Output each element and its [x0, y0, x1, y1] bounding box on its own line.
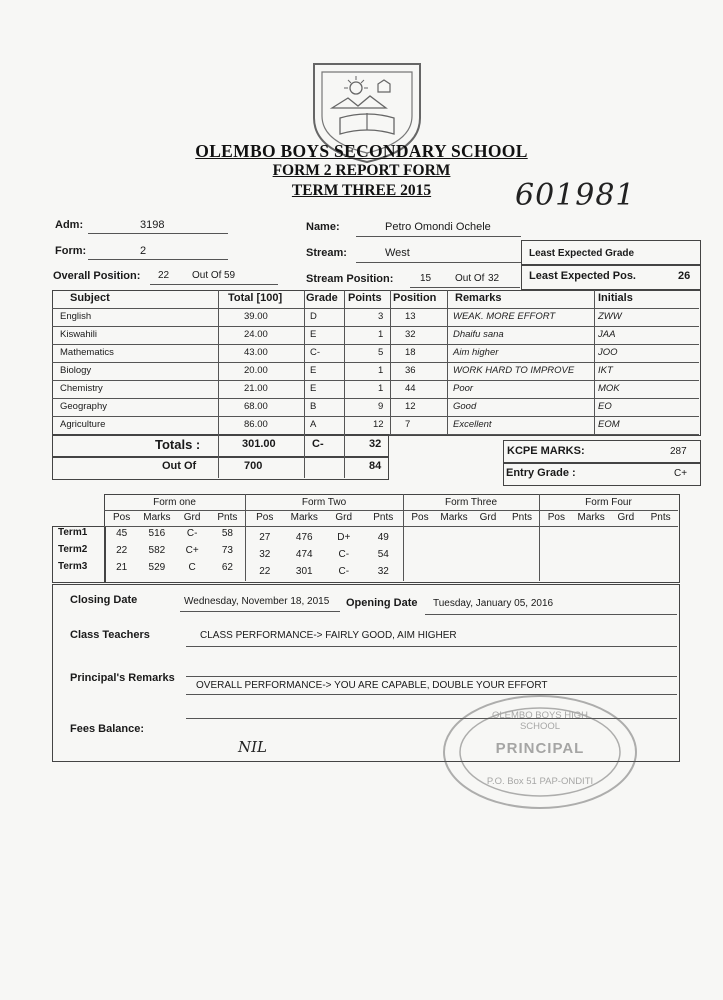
- least-pos-label: Least Expected Pos.: [529, 270, 636, 282]
- subjects-header: Subject: [70, 292, 110, 304]
- subject-remarks: WORK HARD TO IMPROVE: [453, 365, 575, 376]
- principal-remarks-value: OVERALL PERFORMANCE-> YOU ARE CAPABLE, DOUBLE YOUR EFFORT: [196, 680, 548, 691]
- principal-remarks-label: Principal's Remarks: [70, 672, 175, 684]
- subject-grade: A: [310, 419, 317, 430]
- closing-date-label: Closing Date: [70, 594, 138, 606]
- form-value: 2: [140, 245, 147, 257]
- form-header: Form Two: [301, 497, 347, 508]
- subject-grade: B: [310, 401, 317, 412]
- subject-position: 12: [405, 401, 416, 412]
- form-one-value: 582: [148, 545, 166, 556]
- history-col-header: Marks: [290, 512, 318, 523]
- history-col-header: Pos: [256, 512, 274, 523]
- form-two-value: D+: [337, 532, 351, 543]
- subject-points: 5: [378, 347, 384, 358]
- subject-grade: E: [310, 329, 317, 340]
- subject-points: 9: [378, 401, 384, 412]
- stamp-bottom-text: P.O. Box 51 PAP-ONDITI: [486, 776, 594, 787]
- subject-total: 68.00: [244, 401, 268, 412]
- handwritten-number: 601981: [515, 178, 636, 213]
- row-rule: [52, 344, 699, 345]
- subject-points: 1: [378, 365, 384, 376]
- form-one-value: C+: [185, 545, 199, 556]
- form-header: Form one: [153, 497, 196, 508]
- class-teachers-remark: CLASS PERFORMANCE-> FAIRLY GOOD, AIM HIGHER: [200, 630, 457, 641]
- column-rule: [304, 434, 305, 478]
- entry-grade-value: C+: [674, 468, 688, 479]
- history-col-header: Pnts: [373, 512, 394, 523]
- history-col-header: Pos: [411, 512, 429, 523]
- outof-total: 700: [244, 460, 263, 472]
- subject-name: Kiswahili: [60, 329, 97, 340]
- form-two-value: C-: [338, 549, 350, 560]
- totals-total: 301.00: [242, 438, 276, 450]
- form-header: Form Three: [444, 497, 498, 508]
- form-two-value: C-: [338, 566, 350, 577]
- form-two-value: 474: [295, 549, 313, 560]
- form-two-value: 22: [259, 566, 271, 577]
- form-two-value: 32: [259, 549, 271, 560]
- outof-points: 84: [369, 460, 382, 472]
- form-one-value: 529: [148, 562, 166, 573]
- totals-frame: [52, 434, 389, 458]
- term-label: Term3: [58, 561, 88, 572]
- subject-remarks: Dhaifu sana: [453, 329, 504, 340]
- subject-total: 43.00: [244, 347, 268, 358]
- subject-remarks: WEAK. MORE EFFORT: [453, 311, 556, 322]
- subject-initials: MOK: [598, 383, 620, 394]
- adm-value: 3198: [140, 219, 165, 231]
- subject-total: 20.00: [244, 365, 268, 376]
- adm-label: Adm:: [55, 219, 84, 231]
- row-rule: [52, 416, 699, 417]
- subject-remarks: Poor: [453, 383, 474, 394]
- row-rule: [52, 308, 699, 309]
- overall-position-value: 22: [158, 270, 170, 281]
- history-col-header: Grd: [479, 512, 497, 523]
- subjects-header: Grade: [306, 292, 338, 304]
- history-col-header: Grd: [335, 512, 353, 523]
- subject-name: Geography: [60, 401, 108, 412]
- history-col-header: Pnts: [650, 512, 671, 523]
- form-two-value: 49: [377, 532, 389, 543]
- subject-points: 1: [378, 383, 384, 394]
- form-header: Form Four: [585, 497, 632, 508]
- overall-position-label: Overall Position:: [53, 270, 141, 282]
- history-col-header: Marks: [440, 512, 468, 523]
- stream-out-of-value: 32: [488, 273, 500, 284]
- form-one-value: C-: [186, 528, 198, 539]
- fees-balance-value: NIL: [238, 738, 268, 756]
- history-col-header: Pnts: [217, 512, 238, 523]
- subject-position: 36: [405, 365, 416, 376]
- subject-initials: IKT: [598, 365, 613, 376]
- subject-initials: JOO: [598, 347, 618, 358]
- column-rule: [344, 434, 345, 478]
- stream-label: Stream:: [306, 247, 347, 259]
- history-col-header: Grd: [617, 512, 635, 523]
- subject-points: 1: [378, 329, 384, 340]
- form-one-value: 21: [116, 562, 128, 573]
- row-rule: [52, 362, 699, 363]
- subject-position: 7: [405, 419, 411, 430]
- form-two-value: 27: [259, 532, 271, 543]
- subject-name: Chemistry: [60, 383, 103, 394]
- form-two-value: 32: [377, 566, 389, 577]
- subject-grade: E: [310, 383, 317, 394]
- opening-date-label: Opening Date: [346, 597, 418, 609]
- subject-total: 24.00: [244, 329, 268, 340]
- subjects-header: Points: [348, 292, 382, 304]
- term-label: Term2: [58, 544, 88, 555]
- column-rule: [218, 434, 219, 478]
- history-col-header: Marks: [143, 512, 171, 523]
- subject-total: 86.00: [244, 419, 268, 430]
- form-one-value: 45: [116, 528, 128, 539]
- subject-position: 13: [405, 311, 416, 322]
- subject-position: 18: [405, 347, 416, 358]
- subject-initials: EO: [598, 401, 612, 412]
- row-rule: [104, 526, 678, 527]
- kcpe-marks-label: KCPE MARKS:: [507, 445, 585, 457]
- subject-name: English: [60, 311, 92, 322]
- entry-grade-label: Entry Grade :: [506, 467, 576, 479]
- form-two-value: 476: [295, 532, 313, 543]
- principal-stamp: [440, 692, 640, 812]
- subject-position: 32: [405, 329, 416, 340]
- stream-value: West: [385, 247, 410, 259]
- kcpe-marks-value: 287: [670, 446, 687, 457]
- form-one-value: 58: [221, 528, 233, 539]
- name-value: Petro Omondi Ochele: [385, 221, 491, 233]
- subject-initials: ZWW: [598, 311, 622, 322]
- overall-out-of-label: Out Of: [192, 270, 222, 281]
- form-one-value: 62: [221, 562, 233, 573]
- subjects-header: Remarks: [455, 292, 502, 304]
- subject-total: 39.00: [244, 311, 268, 322]
- history-col-header: Marks: [577, 512, 605, 523]
- outof-label: Out Of: [162, 460, 197, 472]
- least-grade-label: Least Expected Grade: [529, 248, 635, 259]
- subject-total: 21.00: [244, 383, 268, 394]
- row-rule: [52, 326, 699, 327]
- subject-remarks: Aim higher: [453, 347, 499, 358]
- subjects-header: Initials: [598, 292, 633, 304]
- row-rule: [52, 380, 699, 381]
- history-col-header: Grd: [183, 512, 201, 523]
- history-col-header: Pnts: [511, 512, 532, 523]
- subject-grade: D: [310, 311, 317, 322]
- form-label: Form:: [55, 245, 87, 257]
- totals-label: Totals :: [155, 437, 201, 452]
- form-one-value: C: [188, 562, 196, 573]
- stream-position-value: 15: [420, 273, 432, 284]
- form-two-value: 301: [295, 566, 313, 577]
- form-title: FORM 2 REPORT FORM: [272, 162, 451, 179]
- totals-points: 32: [369, 438, 382, 450]
- outof-frame: [52, 456, 389, 480]
- stamp-top-text: OLEMBO BOYS HIGH SCHOOL: [491, 710, 589, 732]
- class-teachers-label: Class Teachers: [70, 629, 150, 641]
- least-pos-value: 26: [678, 270, 691, 282]
- opening-date-value: Tuesday, January 05, 2016: [433, 598, 554, 609]
- closing-date-value: Wednesday, November 18, 2015: [184, 596, 330, 607]
- subject-initials: JAA: [598, 329, 616, 340]
- subject-initials: EOM: [598, 419, 620, 430]
- row-rule: [104, 510, 678, 511]
- totals-grade: C-: [312, 438, 324, 450]
- stream-out-of-label: Out Of: [455, 273, 485, 284]
- subject-name: Agriculture: [60, 419, 106, 430]
- form-one-value: 516: [148, 528, 166, 539]
- history-col-header: Pos: [113, 512, 131, 523]
- subjects-header: Position: [393, 292, 437, 304]
- subject-points: 12: [373, 419, 384, 430]
- fees-balance-label: Fees Balance:: [70, 723, 144, 735]
- row-rule: [52, 398, 699, 399]
- form-one-value: 22: [116, 545, 128, 556]
- subject-remarks: Excellent: [453, 419, 492, 430]
- stream-position-label: Stream Position:: [306, 273, 394, 285]
- subject-points: 3: [378, 311, 384, 322]
- history-col-header: Pos: [547, 512, 565, 523]
- name-label: Name:: [306, 221, 340, 233]
- term-label: Term1: [58, 527, 88, 538]
- school-name: OLEMBO BOYS SECONDARY SCHOOL: [195, 141, 528, 161]
- form-two-value: 54: [377, 549, 389, 560]
- subject-name: Biology: [60, 365, 92, 376]
- subject-grade: C-: [310, 347, 321, 358]
- subject-name: Mathematics: [60, 347, 114, 358]
- term-title: TERM THREE 2015: [291, 182, 432, 199]
- subject-grade: E: [310, 365, 317, 376]
- subjects-header: Total [100]: [228, 292, 283, 304]
- overall-out-of-value: 59: [224, 270, 236, 281]
- form-one-value: 73: [221, 545, 233, 556]
- subject-position: 44: [405, 383, 416, 394]
- subject-remarks: Good: [453, 401, 477, 412]
- stamp-mid-text: PRINCIPAL: [495, 740, 585, 757]
